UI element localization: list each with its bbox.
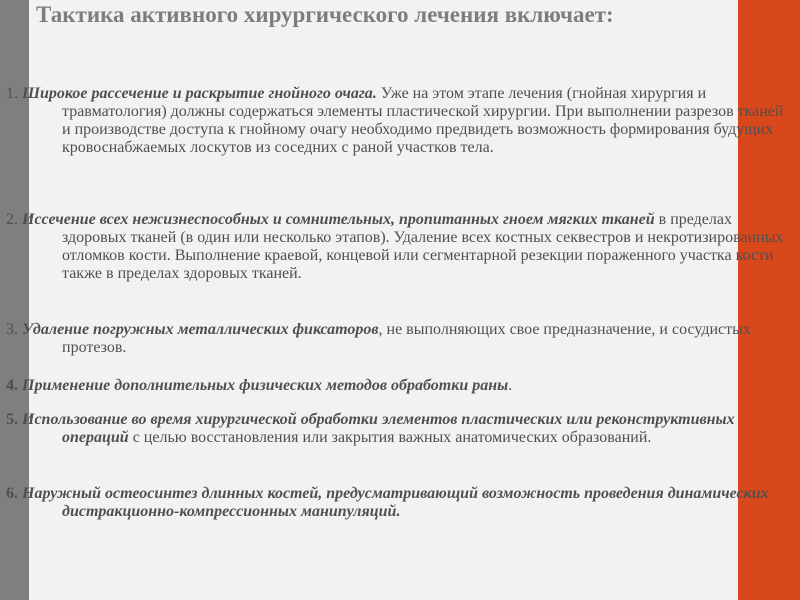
item-text: . bbox=[508, 377, 513, 394]
list-item-1 bbox=[6, 85, 796, 157]
item-text: с целью восстановления или закрытия важных анатомических образований. bbox=[128, 429, 652, 446]
item-text: , не выполняющих свое предназначение, и сосудистых протезов. bbox=[62, 321, 751, 356]
item-number: 4. bbox=[6, 377, 18, 394]
item-number: 6. bbox=[6, 485, 18, 502]
list-item-5 bbox=[6, 411, 796, 447]
item-emphasis: Иссечение всех нежизнеспособных и сомнительных, пропитанных гноем мягких тканей bbox=[22, 211, 655, 228]
list-item-2 bbox=[6, 211, 796, 283]
item-emphasis: Использование во время хирургической обработки элементов пластических или реконструктивных операций bbox=[22, 411, 735, 446]
item-number: 2. bbox=[6, 211, 18, 228]
item-number: 1. bbox=[6, 85, 18, 102]
slide-title: Тактика активного хирургического лечения включает: bbox=[36, 2, 614, 27]
list-item-3 bbox=[6, 321, 796, 357]
list-item-6 bbox=[6, 485, 796, 521]
list-item-4 bbox=[6, 377, 796, 395]
item-number: 3. bbox=[6, 321, 18, 338]
item-text: Уже на этом этапе лечения (гнойная хирургия и травматология) должны содержаться элементы пластической хирургии. При выполнении разрезов тканей и производстве доступа к гнойному очагу необходимо предвидеть возможность формирования будущих кровоснабжаемых лоскутов из соседних с раной участков тела. bbox=[62, 85, 784, 156]
item-emphasis: Применение дополнительных физических методов обработки раны bbox=[22, 377, 509, 394]
item-emphasis: Широкое рассечение и раскрытие гнойного очага. bbox=[22, 85, 377, 102]
item-text: в пределах здоровых тканей (в один или несколько этапов). Удаление всех костных секвестров и некротизированных отломков кости. Выполнение краевой, концевой или сегментарной резекции пораженного участка кости также в пределах здоровых тканей. bbox=[62, 211, 784, 282]
item-emphasis: Наружный остеосинтез длинных костей, предусматривающий возможность проведения динамических дистракционно-компрессионных манипуляций. bbox=[22, 485, 769, 520]
item-emphasis: Удаление погружных металлических фиксаторов bbox=[22, 321, 379, 338]
item-number: 5. bbox=[6, 411, 18, 428]
